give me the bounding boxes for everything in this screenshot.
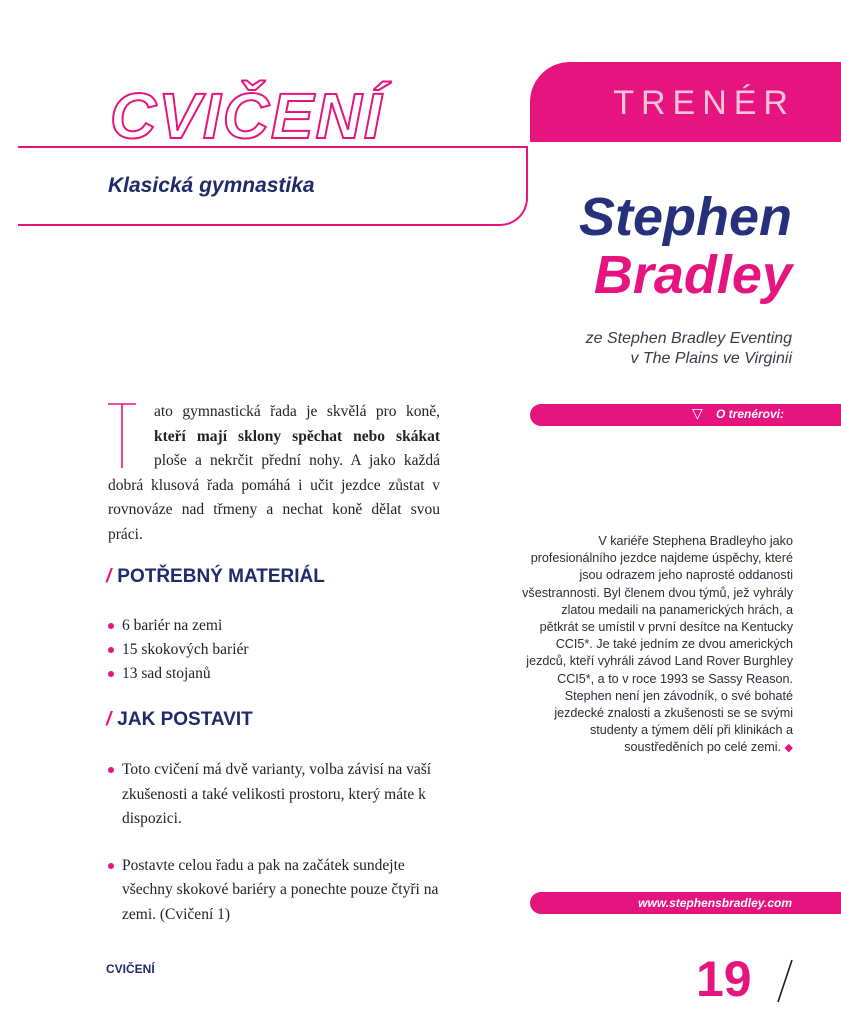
section-title-outline — [108, 78, 528, 148]
triangle-down-icon: ▽ — [692, 405, 703, 421]
trainer-first-name: Stephen — [578, 187, 792, 247]
section-title — [108, 78, 528, 148]
build-heading-text: JAK POSTAVIT — [117, 709, 253, 730]
trainer-bio — [520, 533, 793, 758]
affiliation-line-2: v The Plains ve Virginii — [630, 350, 792, 367]
diamond-icon: ◆ — [784, 742, 793, 755]
build-list — [108, 758, 442, 950]
intro-bold: kteří mají sklony spěchat nebo skákat — [154, 427, 440, 445]
materials-heading — [106, 566, 325, 588]
intro-part-2: ploše a nekrčit přední nohy. A jako každá dobrá klusová řada pomáhá i učit jezdce zůstat v rovnováze nad třmeny a nechat koně dělat svou práci. — [108, 452, 440, 543]
slash-icon: / — [106, 709, 112, 730]
affiliation-line-1: ze Stephen Bradley Eventing — [585, 330, 792, 347]
materials-heading-text: POTŘEBNÝ MATERIÁL — [117, 566, 325, 587]
trainer-last-name: Bradley — [593, 245, 792, 305]
build-heading — [106, 709, 253, 731]
slash-icon: / — [106, 566, 112, 587]
subtitle: Klasická gymnastika — [108, 174, 315, 197]
trainer-affiliation — [520, 329, 792, 369]
about-bar — [530, 404, 841, 426]
intro-paragraph — [108, 400, 440, 548]
footer-label: CVIČENÍ — [106, 962, 155, 976]
trainer-divider — [530, 140, 841, 142]
list-item: Postavte celou řadu a pak na začátek sundejte všechny skokové bariéry a ponechte pouze čtyři na zemi. (Cvičení 1) — [108, 854, 442, 928]
website-link[interactable]: www.stephensbradley.com — [638, 896, 792, 910]
bio-text: V kariéře Stephena Bradleyho jako profesionálního jezdce najdeme úspěchy, které jsou odrazem jeho naprosté oddanosti všestrannosti. Byl členem dvou týmů, jež vyhrály zlatou medaili na panamerických hrách, a pětkrát se umístil v první desítce na Kentucky CCI5*. Je také jedním ze dvou amerických jezdců, kteří vyhráli závod Land Rover Burghley CCI5*, a to v roce 1993 se Sassy Reason. Stephen není jen závodník, o své bohaté jezdecké znalosti a zkušenosti se se svými studenty a týmem dělí při klinikách a soustředěních po celé zemi. — [522, 534, 793, 755]
slash-icon — [770, 956, 800, 1006]
list-item: 6 bariér na zemi — [108, 614, 438, 638]
list-item: 13 sad stojanů — [108, 662, 438, 686]
materials-list — [108, 614, 438, 686]
intro-part-1: ato gymnastická řada je skvělá pro koně, — [154, 403, 440, 420]
about-label: O trenérovi: — [716, 407, 785, 421]
page-number: 19 — [696, 951, 752, 1007]
list-item: Toto cvičení má dvě varianty, volba závisí na vaší zkušenosti a také velikosti prostoru, který máte k dispozici. — [108, 758, 442, 832]
list-item: 15 skokových bariér — [108, 638, 438, 662]
section-title-text: CVIČENÍ — [110, 80, 384, 148]
trainer-label: TRENÉR — [613, 84, 795, 122]
